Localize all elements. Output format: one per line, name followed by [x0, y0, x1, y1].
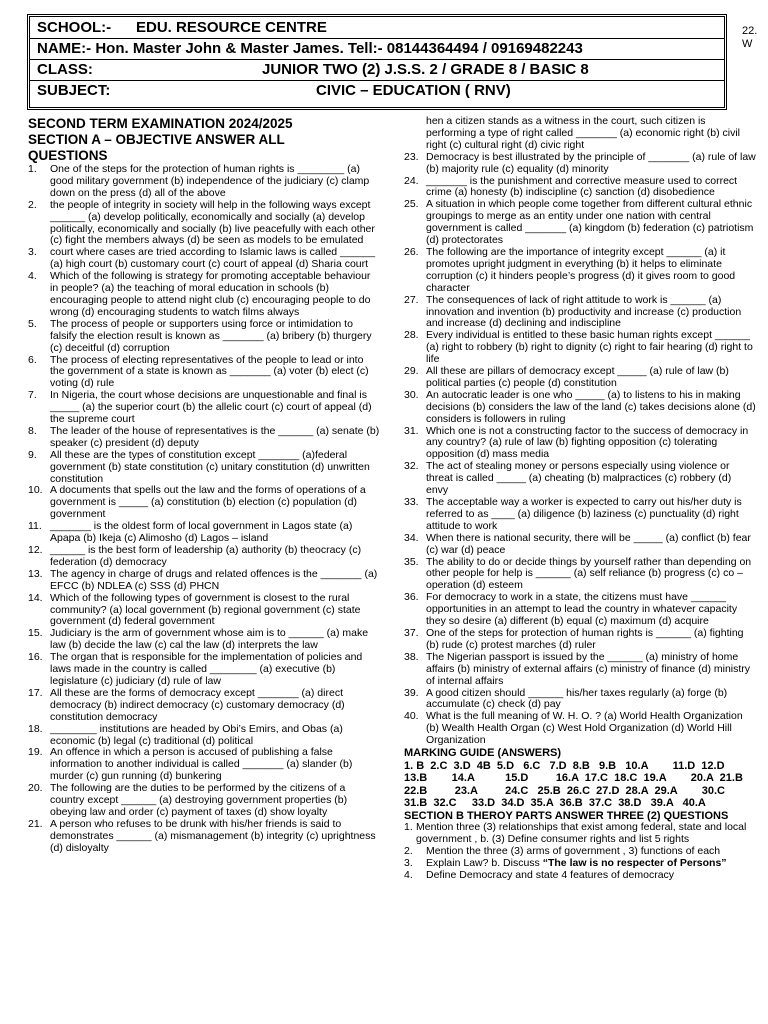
- question-number: 20.: [28, 782, 43, 795]
- question-text: Judiciary is the arm of government whose aim is to ______ (a) make law (b) decide the law (c) cal the law (d) interprets the law: [50, 627, 369, 652]
- marking-line: 22.B 23.A 24.C 25.B 26.C 27.D 28.A 29.A 30.C: [404, 784, 725, 797]
- question-item: [404, 497, 756, 533]
- question-text: An autocratic leader is one who _____ (a) to listens to his in making decisions (b) considers the law of the land (c) takes decisions alone (d) considers is followers in ruling: [426, 388, 756, 425]
- section-a-subtitle: QUESTIONS: [28, 148, 108, 163]
- question-number: 21.: [28, 817, 43, 830]
- right-question-list: [404, 152, 756, 747]
- question-item: [28, 485, 380, 521]
- question-item: [404, 390, 756, 426]
- question-number: 13.: [28, 567, 43, 580]
- question-text: The organ that is responsible for the implementation of policies and laws made in the country is called ________ (a) executive (b) legislature (c) judiciary (d) rule of law: [50, 651, 363, 687]
- question-item: [28, 271, 380, 319]
- name-line: NAME:- Hon. Master John & Master James. Tell:- 08144364494 / 09169482243: [37, 40, 583, 57]
- question-number: 11.: [28, 520, 42, 533]
- theory-number: 3.: [404, 857, 413, 870]
- question-number: 32.: [404, 460, 419, 473]
- question-text: One of the steps for protection of human rights is ______ (a) fighting (b) rude (c) protest marches (d) ruler: [426, 626, 744, 651]
- question-number: 7.: [28, 389, 37, 402]
- question-item: [28, 724, 380, 748]
- question-item: [28, 569, 380, 593]
- question-item: [404, 426, 756, 462]
- question-item: [404, 557, 756, 593]
- question-text: ______ is the best form of leadership (a) authority (b) theocracy (c) federation (d) democracy: [50, 544, 362, 568]
- question-number: 26.: [404, 245, 419, 258]
- question-item: [404, 711, 756, 747]
- question-text: Which of the following types of government is closest to the rural community? (a) local government (b) regional government (c) state government (d) federal government: [50, 591, 361, 628]
- question-number: 37.: [404, 626, 419, 639]
- question-text: The leader of the house of representatives is the ______ (a) senate (b) speaker (c) president (d) deputy: [50, 424, 380, 449]
- section-b-title: SECTION B THEROY PARTS ANSWER THREE (2) QUESTIONS: [404, 809, 729, 822]
- question-number: 39.: [404, 686, 419, 699]
- question-item: [28, 450, 380, 486]
- question-number: 36.: [404, 591, 419, 604]
- theory-question-4: [404, 870, 756, 882]
- question-number: 14.: [28, 591, 43, 604]
- question-item: [404, 461, 756, 497]
- question-item: [28, 319, 380, 355]
- left-question-list: [28, 164, 380, 855]
- corner-number: 22.: [742, 25, 758, 37]
- question-number: 23.: [404, 150, 419, 163]
- question-text: The Nigerian passport is issued by the ______ (a) ministry of home affairs (b) ministry of external affairs (c) ministry of finance (d) ministry of internal affairs: [426, 650, 751, 687]
- class-label: CLASS:: [37, 61, 93, 78]
- question-text: An offence in which a person is accused of publishing a false information to another individual is called _______ (a) slander (b) murder (c) gun running (d) bunkering: [50, 746, 353, 783]
- question-number: 16.: [28, 651, 43, 664]
- question-item: [28, 545, 380, 569]
- subject-label: SUBJECT:: [37, 82, 111, 99]
- question-number: 2.: [28, 198, 37, 211]
- theory-number: 4.: [404, 869, 413, 882]
- marking-guide-title: MARKING GUIDE (ANSWERS): [404, 747, 562, 760]
- question-number: 10.: [28, 484, 43, 497]
- question-text: A situation in which people come together from different cultural ethnic groupings to merge as an entity under one nation with central government is called _______ (a) kingdom (b) federation (c) patriotism (d) protectorates: [426, 198, 754, 247]
- question-item: [404, 152, 756, 176]
- theory-number: 2.: [404, 845, 413, 858]
- question-item: [28, 390, 380, 426]
- theory-text: Define Democracy and state 4 features of democracy: [426, 869, 675, 882]
- marking-line: 13.B 14.A 15.D 16.A 17.C 18.C 19.A 20.A 21.B: [404, 772, 743, 785]
- question-number: 12.: [28, 544, 43, 556]
- question-number: 4.: [28, 270, 37, 283]
- question-text: A person who refuses to be drunk with his/her friends is said to demonstrates ______ (a) mismanagement (b) integrity (c) uprightness (d) disloyalty: [50, 817, 376, 854]
- question-text: In Nigeria, the court whose decisions are unquestionable and final is _____ (a) the superior court (b) the allelic court (c) court of appeal (d) the supreme court: [50, 389, 372, 426]
- question-text: All these are pillars of democracy except _____ (a) rule of law (b) political parties (c) people (d) constitution: [426, 365, 729, 389]
- question-text: The following are the duties to be performed by the citizens of a country except ______ (a) destroying government properties (b) obeying law and order (c) payment of taxes (d) show loyalty: [50, 782, 348, 818]
- question-number: 1.: [28, 163, 37, 175]
- question-number: 34.: [404, 531, 419, 544]
- question-text: The acceptable way a worker is expected to carry out his/her duty is referred to as ____ (a) diligence (b) laziness (c) punctuality (d) right attitude to work: [426, 496, 742, 532]
- subject-row: [30, 80, 724, 101]
- question-number: 5.: [28, 317, 37, 330]
- question-number: 35.: [404, 555, 419, 568]
- theory-quote: “The law is no respecter of Persons”: [542, 857, 727, 870]
- question-item: [28, 688, 380, 724]
- question-item: [28, 200, 380, 248]
- question-item: [28, 628, 380, 652]
- question-text: _______ is the punishment and corrective measure used to correct crime (a) honesty (b) indiscipline (c) sanction (d) disobedience: [426, 174, 738, 199]
- question-item: [28, 783, 380, 819]
- question-item: [404, 628, 756, 652]
- question-text: The process of electing representatives of the people to lead or into the government of a state is known as _______ (a) voter (b) elect (c) voting (d) rule: [50, 353, 369, 390]
- question-number: 29.: [404, 365, 419, 378]
- question-text: The act of stealing money or persons especially using violence or threat is called _____ (a) cheating (b) malpractices (c) robbery (d) envy: [426, 460, 732, 497]
- question-number: 30.: [404, 388, 419, 401]
- question-text: A documents that spells out the law and the forms of operations of a government is _____ (a) constitution (b) election (c) population (d) government: [50, 484, 366, 521]
- question-number: 38.: [404, 650, 419, 663]
- theory-number: 1.: [404, 821, 413, 834]
- class-row: [30, 59, 724, 81]
- question-text: Every individual is entitled to these basic human rights except ______ (a) right to robbery (b) right to dignity (c) right to fair hearing (d) right to life: [426, 329, 753, 366]
- question-number: 25.: [404, 198, 419, 211]
- question-text: Which of the following is strategy for promoting acceptable behaviour in people? (a) the teaching of moral education in schools (b) encouraging people to attend night club (c) encouraging people to do wrong (d) encouraging students to watch films always: [50, 270, 371, 318]
- question-number: 15.: [28, 627, 43, 640]
- question-item: [28, 426, 380, 450]
- question-item: [404, 533, 756, 557]
- theory-text-part: Explain Law? b. Discuss: [426, 857, 543, 870]
- question-item: [28, 593, 380, 629]
- question-item: [28, 247, 380, 271]
- question-text: The process of people or supporters using force or intimidation to falsify the election result is known as _______ (a) bribery (b) thurgery (c) deceitful (d) corruption: [50, 317, 372, 354]
- question-number: 8.: [28, 424, 37, 437]
- corner-letter: W: [742, 38, 753, 50]
- question-item: [28, 164, 380, 200]
- question-item: [404, 366, 756, 390]
- question-text: One of the steps for the protection of human rights is ________ (a) good military government (b) independence of the judiciary (c) clamp down on the press (d) all of the above: [50, 163, 370, 199]
- question-text: A good citizen should ______ his/her taxes regularly (a) forge (b) accumulate (c) check (d) pay: [426, 686, 728, 711]
- question-item: [404, 652, 756, 688]
- question-text: For democracy to work in a state, the citizens must have ______ opportunities in an attempt to lead the country in whatever capacity they so desire (a) different (b) equal (c) maximum (d) acquire: [426, 591, 738, 628]
- question-item: [28, 652, 380, 688]
- question-text: What is the full meaning of W. H. O. ? (a) World Health Organization (b) Wealth Health Organ (c) West Hold Organization (d) World Hill Organization: [426, 710, 743, 747]
- school-label: SCHOOL:-: [37, 19, 112, 36]
- question-text: _______ is the oldest form of local government in Lagos state (a) Apapa (b) Ikeja (c) Alimosho (d) Lagos – island: [50, 520, 353, 545]
- question-text: ________ institutions are headed by Obi’s Emirs, and Obas (a) economic (b) legal (c) traditional (d) political: [50, 722, 343, 747]
- question-text: The following are the importance of integrity except ______ (a) it promotes upright judgment in everything (b) it helps to eliminate corruption (c) it hinders people’s progress (d) it gives room to good character: [426, 245, 736, 294]
- question-text: All these are the types of constitution except _______ (a)federal government (b) state constitution (c) unitary constitution (d) unwritten constitution: [50, 448, 370, 485]
- class-value: JUNIOR TWO (2) J.S.S. 2 / GRADE 8 / BASIC 8: [262, 61, 589, 78]
- question-item: [404, 592, 756, 628]
- question-text: The agency in charge of drugs and related offences is the _______ (a) EFCC (b) NDLEA (c) SSS (d) PHCN: [50, 567, 378, 592]
- question-text: All these are the forms of democracy except _______ (a) direct democracy (b) indirect democracy (c) customary democracy (d) constitution democracy: [50, 686, 345, 723]
- question-text: the people of integrity in society will help in the following ways except ______ (a) develop politically, economically and socially (a) develop politically, economically and socially (b) live peacefully with each other (c) fight the members always (d) be seen as models to be emulated: [50, 198, 375, 247]
- question-number: 24.: [404, 174, 419, 187]
- question-item: [404, 247, 756, 295]
- question-text: Which one is not a constructing factor to the success of democracy in any country? (a) rule of law (b) fighting opposition (c) tolerating opposition (d) mass media: [426, 424, 749, 461]
- question-text: Democracy is best illustrated by the principle of _______ (a) rule of law (b) majority rule (c) equality (d) minority: [426, 150, 756, 175]
- question-item: [404, 199, 756, 247]
- question-number: 17.: [28, 686, 43, 699]
- question-text: When there is national security, there will be _____ (a) conflict (b) fear (c) war (d) peace: [426, 531, 751, 556]
- question-item: [28, 355, 380, 391]
- header-box: [27, 14, 727, 110]
- question-number: 18.: [28, 722, 43, 735]
- question-text: The consequences of lack of right attitude to work is ______ (a) innovation and invention (b) productivity and increase (c) production and increase (d) declining and indiscipline: [426, 293, 742, 330]
- theory-text: Mention three (3) relationships that exist among federal, state and local government , b. (3) Define consumer rights and list 5 rights: [416, 821, 747, 846]
- question-number: 31.: [404, 424, 419, 437]
- left-column: [28, 116, 380, 855]
- question-number: 19.: [28, 746, 43, 759]
- question-text: The ability to do or decide things by yourself rather than depending on other people for help is ______ (a) self reliance (b) progress (c) co – operation (d) esteem: [426, 555, 752, 592]
- school-row: [30, 17, 724, 39]
- question-number: 40.: [404, 710, 419, 723]
- question-item: [28, 521, 380, 545]
- marking-line: 31.B 32.C 33.D 34.D 35.A 36.B 37.C 38.D 39.A 40.A: [404, 797, 706, 810]
- right-column: [404, 116, 756, 882]
- marking-guide: [404, 760, 756, 810]
- theory-text: Mention the three (3) arms of government , 3) functions of each: [426, 845, 721, 858]
- question-22-continuation: hen a citizen stands as a witness in the court, such citizen is performing a type of right called _______ (a) economic right (b) civil right (c) cultural right (d) civic right: [426, 115, 740, 151]
- subject-value: CIVIC – EDUCATION ( RNV): [316, 82, 511, 99]
- name-row: [30, 38, 724, 60]
- question-item: [28, 819, 380, 855]
- question-text: court where cases are tried according to Islamic laws is called ______ (a) high court (b) customary court (c) court of appeal (d) Sharia court: [50, 246, 376, 271]
- school-value: EDU. RESOURCE CENTRE: [136, 19, 327, 36]
- question-number: 6.: [28, 353, 37, 366]
- question-number: 3.: [28, 246, 37, 259]
- section-a-title: SECTION A – OBJECTIVE ANSWER ALL: [28, 132, 285, 147]
- marking-line: 1. B 2.C 3.D 4B 5.D 6.C 7.D 8.B 9.B 10.A 11.D 12.D: [404, 759, 725, 772]
- exam-title: SECOND TERM EXAMINATION 2024/2025: [28, 116, 293, 131]
- question-item: [404, 330, 756, 366]
- question-item: [404, 176, 756, 200]
- theory-question-1: [404, 822, 756, 846]
- question-item: [28, 747, 380, 783]
- question-item: [404, 688, 756, 712]
- question-number: 33.: [404, 496, 419, 508]
- question-item: [404, 295, 756, 331]
- question-number: 28.: [404, 329, 419, 342]
- question-number: 27.: [404, 293, 419, 306]
- question-number: 9.: [28, 448, 37, 461]
